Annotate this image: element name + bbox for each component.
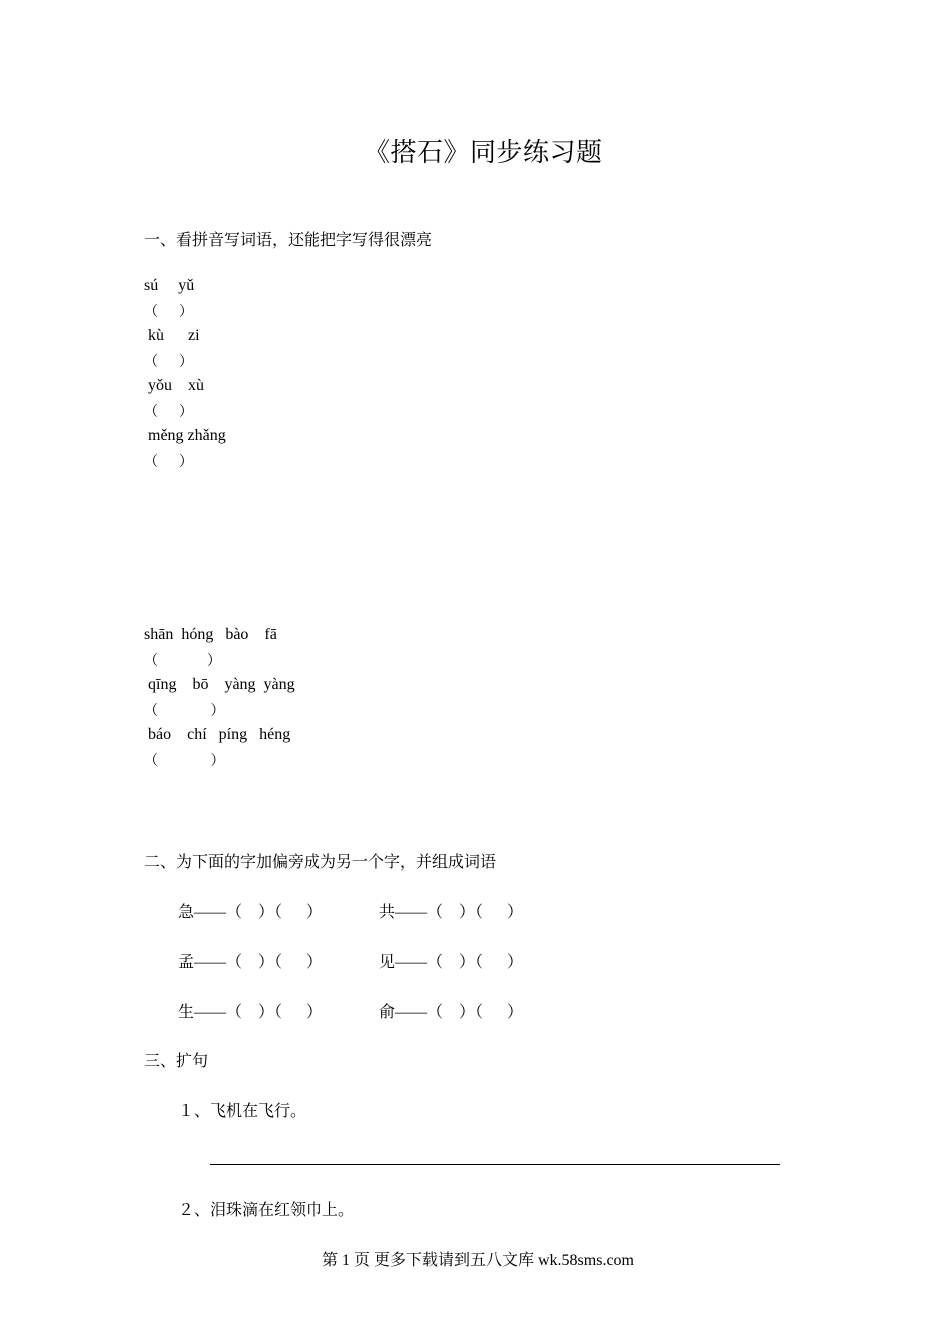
pinyin-item: yǒu xù bbox=[144, 377, 204, 394]
radical-item-right: 共——（ ）（ ） bbox=[379, 904, 524, 921]
pinyin-item: měng zhǎng bbox=[144, 427, 226, 444]
answer-blank: （ ） bbox=[144, 305, 193, 320]
pinyin-item: sú yǔ bbox=[144, 277, 195, 294]
section-3-heading: 三、扩句 bbox=[144, 1053, 209, 1070]
radical-item-left: 孟——（ ）（ ） bbox=[178, 954, 323, 971]
section-2-heading: 二、为下面的字加偏旁成为另一个字，并组成词语 bbox=[144, 854, 497, 871]
page-title: 《搭石》同步练习题 bbox=[364, 138, 603, 167]
page-footer: 第 1 页 更多下载请到五八文库 wk.58sms.com bbox=[322, 1252, 635, 1269]
answer-line bbox=[210, 1164, 780, 1165]
expand-sentence-item: ２、泪珠滴在红领巾上。 bbox=[178, 1202, 355, 1219]
radical-item-left: 急——（ ）（ ） bbox=[178, 904, 323, 921]
section-1-heading: 一、看拼音写词语，还能把字写得很漂亮 bbox=[144, 232, 433, 249]
pinyin-item: kù zi bbox=[144, 327, 200, 344]
radical-item-right: 俞——（ ）（ ） bbox=[379, 1004, 524, 1021]
answer-blank: （ ） bbox=[144, 405, 193, 420]
pinyin-item: shān hóng bào fā bbox=[144, 626, 277, 643]
answer-blank: （ ） bbox=[144, 355, 193, 370]
answer-blank: （ ） bbox=[144, 754, 225, 769]
pinyin-item: báo chí píng héng bbox=[144, 726, 291, 743]
radical-item-right: 见——（ ）（ ） bbox=[379, 954, 524, 971]
answer-blank: （ ） bbox=[144, 704, 225, 719]
radical-item-left: 生——（ ）（ ） bbox=[178, 1004, 323, 1021]
expand-sentence-item: １、飞机在飞行。 bbox=[178, 1103, 307, 1120]
answer-blank: （ ） bbox=[144, 654, 221, 669]
pinyin-item: qīng bō yàng yàng bbox=[144, 676, 295, 693]
answer-blank: （ ） bbox=[144, 455, 193, 470]
